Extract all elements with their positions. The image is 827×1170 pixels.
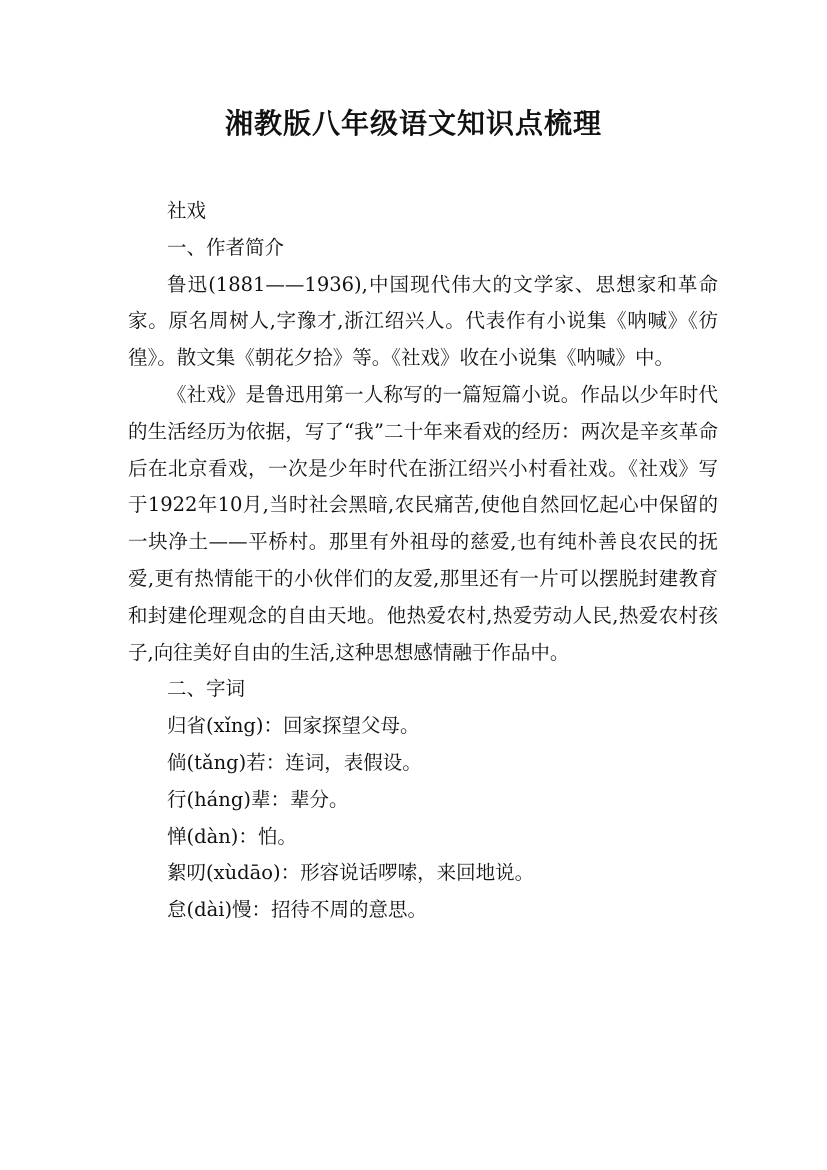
paragraph-author-bio: 鲁迅(1881——1936),中国现代伟大的文学家、思想家和革命家。原名周树人,字豫才,浙江绍兴人。代表作有小说集《呐喊》《彷徨》。散文集《朝花夕拾》等。《社戏》收在小说集《呐喊》中。 [128,272,718,370]
section-heading-author: 一、作者简介 [167,235,285,259]
section-heading-vocabulary: 二、字词 [167,677,246,701]
paragraph-work-summary: 《社戏》是鲁迅用第一人称写的一篇短篇小说。作品以少年时代的生活经历为依据，写了“我”二十年来看戏的经历：两次是辛亥革命后在北京看戏，一次是少年时代在浙江绍兴小村看社戏。《社戏》写于1922年10月,当时社会黑暗,农民痛苦,使他自然回忆起心中保留的一块净土——平桥村。那里有外祖母的慈爱,也有纯朴善良农民的抚爱,更有热情能干的小伙伴们的友爱,那里还有一片可以摆脱封建教育和封建伦理观念的自由天地。他热爱农村,热爱劳动人民,热爱农村孩子,向往美好自由的生活,这种思想感情融于作品中。 [128,382,718,664]
vocab-item: 归省(xǐng)：回家探望父母。 [167,714,420,738]
vocab-item: 倘(tǎng)若：连词，表假设。 [167,750,422,774]
document-body [128,193,718,929]
vocab-item: 行(háng)辈：辈分。 [167,787,349,811]
vocab-item: 惮(dàn)：怕。 [167,824,297,848]
vocab-item: 怠(dài)慢：招待不周的意思。 [167,898,428,922]
vocab-item: 絮叨(xùdāo)：形容说话啰嗦，来回地说。 [167,861,535,885]
section-heading-article: 社戏 [167,199,207,222]
document-title: 湘教版八年级语文知识点梳理 [224,107,602,140]
